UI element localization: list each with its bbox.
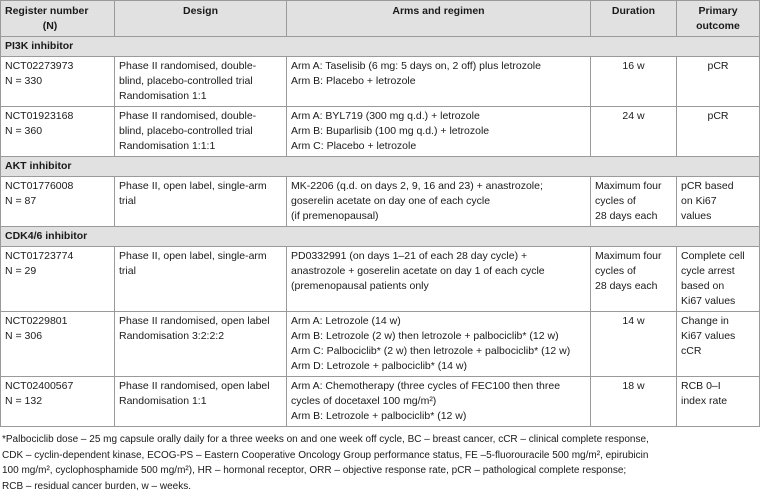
register-cell: NCT0229801 N = 306 [1,312,115,377]
outcome-cell: Complete cell cycle arrest based on Ki67 values [677,247,760,312]
arms-cell: Arm A: Letrozole (14 w) Arm B: Letrozole (2 w) then letrozole + palbociclib* (12 w) Arm C: Palbociclib* (2 w) then letrozole + palbociclib* (12 w) Arm D: Letrozole + palbociclib* (14 w) [287,312,591,377]
outcome-cell: Change in Ki67 values cCR [677,312,760,377]
design-cell: Phase II, open label, single-arm trial [115,177,287,227]
header-row [1,1,760,37]
table-body [1,37,760,427]
outcome-cell: RCB 0–I index rate [677,377,760,427]
duration-cell: 16 w [591,57,677,107]
register-cell: NCT02400567 N = 132 [1,377,115,427]
section-title: PI3K inhibitor [1,37,760,57]
section-title: CDK4/6 inhibitor [1,227,760,247]
arms-cell: PD0332991 (on days 1–21 of each 28 day cycle) + anastrozole + goserelin acetate on day 1 of each cycle (premenopausal patients only [287,247,591,312]
footnote [0,427,760,494]
header-arms: Arms and regimen [287,1,591,37]
section-row [1,157,760,177]
register-cell: NCT02273973 N = 330 [1,57,115,107]
arms-cell: MK-2206 (q.d. on days 2, 9, 16 and 23) + anastrozole; goserelin acetate on day one of each cycle (if premenopausal) [287,177,591,227]
footnote-line: 100 mg/m², cyclophosphamide 500 mg/m²), HR – hormonal receptor, ORR – objective response rate, pCR – pathological complete response; [2,463,758,479]
table-row [1,107,760,157]
header-duration: Duration [591,1,677,37]
design-cell: Phase II randomised, open label Randomisation 3:2:2:2 [115,312,287,377]
header-register: Register number (N) [1,1,115,37]
section-row [1,37,760,57]
duration-cell: 18 w [591,377,677,427]
table-row [1,247,760,312]
register-cell: NCT01923168 N = 360 [1,107,115,157]
arms-cell: Arm A: Chemotherapy (three cycles of FEC100 then three cycles of docetaxel 100 mg/m²) Arm B: Letrozole + palbociclib* (12 w) [287,377,591,427]
design-cell: Phase II randomised, open label Randomisation 1:1 [115,377,287,427]
footnote-line: RCB – residual cancer burden, w – weeks. [2,479,758,494]
outcome-cell: pCR based on Ki67 values [677,177,760,227]
arms-cell: Arm A: Taselisib (6 mg: 5 days on, 2 off) plus letrozole Arm B: Placebo + letrozole [287,57,591,107]
outcome-cell: pCR [677,57,760,107]
header-outcome: Primary outcome [677,1,760,37]
table-row [1,57,760,107]
table-row [1,312,760,377]
design-cell: Phase II randomised, double- blind, placebo-controlled trial Randomisation 1:1:1 [115,107,287,157]
register-cell: NCT01723774 N = 29 [1,247,115,312]
section-row [1,227,760,247]
header-design: Design [115,1,287,37]
section-title: AKT inhibitor [1,157,760,177]
design-cell: Phase II, open label, single-arm trial [115,247,287,312]
table-row [1,377,760,427]
duration-cell: Maximum four cycles of 28 days each [591,177,677,227]
outcome-cell: pCR [677,107,760,157]
arms-cell: Arm A: BYL719 (300 mg q.d.) + letrozole Arm B: Buparlisib (100 mg q.d.) + letrozole Arm C: Placebo + letrozole [287,107,591,157]
footnote-line: CDK – cyclin-dependent kinase, ECOG-PS – Eastern Cooperative Oncology Group performance status, FE –5-fluorouracile 500 mg/m², epirubicin [2,448,758,464]
duration-cell: Maximum four cycles of 28 days each [591,247,677,312]
design-cell: Phase II randomised, double- blind, placebo-controlled trial Randomisation 1:1 [115,57,287,107]
duration-cell: 14 w [591,312,677,377]
table-row [1,177,760,227]
register-cell: NCT01776008 N = 87 [1,177,115,227]
footnote-line: *Palbociclib dose – 25 mg capsule orally daily for a three weeks on and one week off cycle, BC – breast cancer, cCR – clinical complete response, [2,432,758,448]
duration-cell: 24 w [591,107,677,157]
